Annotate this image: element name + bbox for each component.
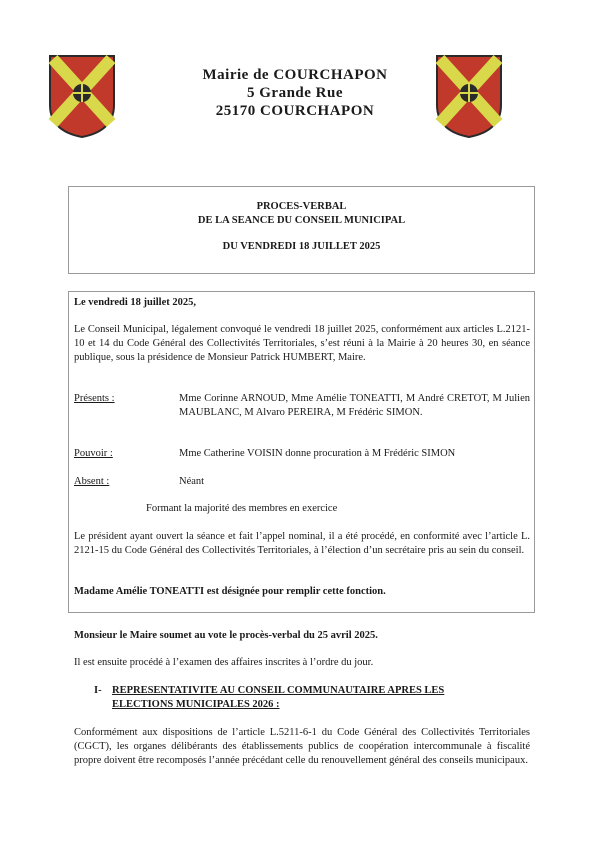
secretary-named: Madame Amélie TONEATTI est désignée pour remplir cette fonction. xyxy=(74,586,386,597)
majority-text: Formant la majorité des membres en exercice xyxy=(146,503,338,514)
vote-text: Monsieur le Maire soumet au vote le procès-verbal du 25 avril 2025. xyxy=(74,630,378,641)
section1-title-b: ELECTIONS MUNICIPALES 2026 : xyxy=(112,699,280,710)
mairie-name: Mairie de COURCHAPON xyxy=(202,67,388,83)
absent-value: Néant xyxy=(179,476,205,487)
section1-title-a: REPRESENTATIVITE AU CONSEIL COMMUNAUTAIRE APRES LES xyxy=(112,685,445,696)
mairie-city: 25170 COURCHAPON xyxy=(215,103,375,119)
session-date: Le vendredi 18 juillet 2025, xyxy=(74,297,197,308)
section1-number: I- xyxy=(94,685,102,696)
pouvoir-value: Mme Catherine VOISIN donne procuration à M Frédéric SIMON xyxy=(179,448,456,459)
title-line-2: DE LA SEANCE DU CONSEIL MUNICIPAL xyxy=(197,215,406,226)
title-line-1: PROCES-VERBAL xyxy=(256,201,347,212)
mairie-street: 5 Grande Rue xyxy=(247,85,343,101)
agenda-text: Il est ensuite procédé à l’examen des affaires inscrites à l’ordre du jour. xyxy=(74,657,374,668)
pouvoir-label: Pouvoir : xyxy=(74,448,113,459)
section1-text: Conformément aux dispositions de l’article L.5211-6-1 du Code Général des Collectivités Territoriales (CGCT), les organes délibérants des établissements publics de coopération intercommunale à fiscalité propre doivent être recomposés l’année précédant celle du renouvellement général des conseils municipaux. xyxy=(74,727,530,766)
title-line-3: DU VENDREDI 18 JUILLET 2025 xyxy=(222,241,381,252)
session-intro: Le Conseil Municipal, légalement convoqué le vendredi 18 juillet 2025, conformément aux articles L.2121-10 et 14 du Code Général des Collectivités Territoriales, s’est réuni à la Mairie à 20 heures 30, en séance publique, sous la présidence de Monsieur Patrick HUMBERT, Maire. xyxy=(74,324,530,363)
title-box xyxy=(68,186,535,274)
secretary-text: Le président ayant ouvert la séance et fait l’appel nominal, il a été procédé, en conformité avec l’article L. 2121-15 du Code Général des Collectivités Territoriales, à l’élection d’un secrétaire pris au sein du conseil. xyxy=(74,531,530,556)
absent-label: Absent : xyxy=(74,476,110,487)
presents-value: Mme Corinne ARNOUD, Mme Amélie TONEATTI, M André CRETOT, M Julien MAUBLANC, M Alvaro PEREIRA, M Frédéric SIMON. xyxy=(179,393,530,418)
coat-of-arms-icon xyxy=(47,53,117,139)
presents-label: Présents : xyxy=(74,393,115,404)
